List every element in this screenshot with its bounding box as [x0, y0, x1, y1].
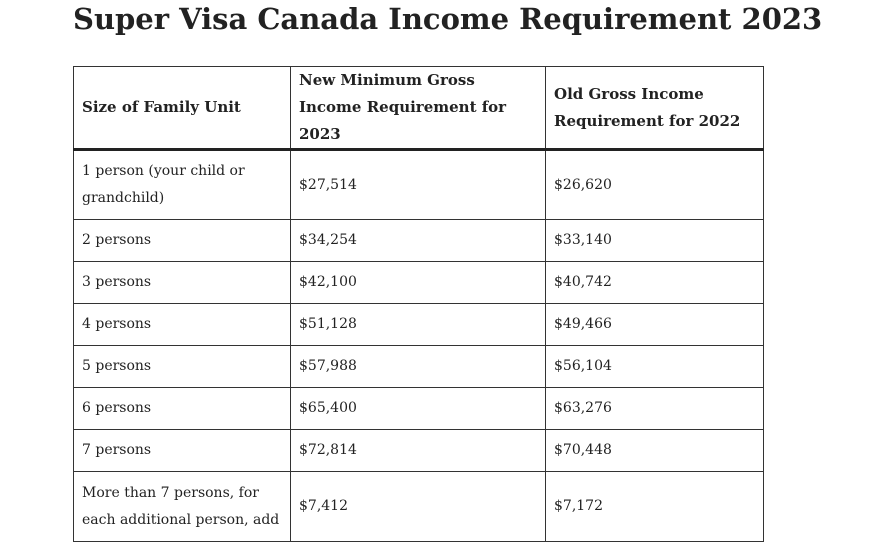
income-2022-cell: $49,466 — [546, 304, 764, 346]
income-2023-cell: $34,254 — [291, 220, 546, 262]
income-2023-cell: $72,814 — [291, 430, 546, 472]
income-2022-cell: $56,104 — [546, 346, 764, 388]
family-size-cell: 7 persons — [74, 430, 291, 472]
income-2023-cell: $57,988 — [291, 346, 546, 388]
page-title: Super Visa Canada Income Requirement 2023 — [73, 2, 823, 36]
income-2022-cell: $33,140 — [546, 220, 764, 262]
table-row — [74, 262, 764, 304]
family-size-cell: More than 7 persons, for each additional person, add — [74, 472, 291, 542]
income-2022-cell: $26,620 — [546, 150, 764, 220]
family-size-cell: 4 persons — [74, 304, 291, 346]
income-2022-cell: $63,276 — [546, 388, 764, 430]
family-size-cell: 3 persons — [74, 262, 291, 304]
table-row — [74, 346, 764, 388]
table-row — [74, 388, 764, 430]
family-size-cell: 1 person (your child or grandchild) — [74, 150, 291, 220]
income-2023-cell: $51,128 — [291, 304, 546, 346]
table-row — [74, 472, 764, 542]
header-old-income-2022: Old Gross Income Requirement for 2022 — [546, 67, 764, 150]
table-header-row — [74, 67, 764, 150]
header-family-unit-size: Size of Family Unit — [74, 67, 291, 150]
income-2022-cell: $40,742 — [546, 262, 764, 304]
table-row — [74, 304, 764, 346]
income-2023-cell: $42,100 — [291, 262, 546, 304]
table-row — [74, 150, 764, 220]
income-2023-cell: $65,400 — [291, 388, 546, 430]
income-requirement-table — [73, 66, 764, 542]
family-size-cell: 2 persons — [74, 220, 291, 262]
table-row — [74, 220, 764, 262]
income-2023-cell: $7,412 — [291, 472, 546, 542]
income-2023-cell: $27,514 — [291, 150, 546, 220]
family-size-cell: 5 persons — [74, 346, 291, 388]
income-2022-cell: $7,172 — [546, 472, 764, 542]
income-2022-cell: $70,448 — [546, 430, 764, 472]
family-size-cell: 6 persons — [74, 388, 291, 430]
table-row — [74, 430, 764, 472]
header-new-income-2023: New Minimum Gross Income Requirement for 2023 — [291, 67, 546, 150]
